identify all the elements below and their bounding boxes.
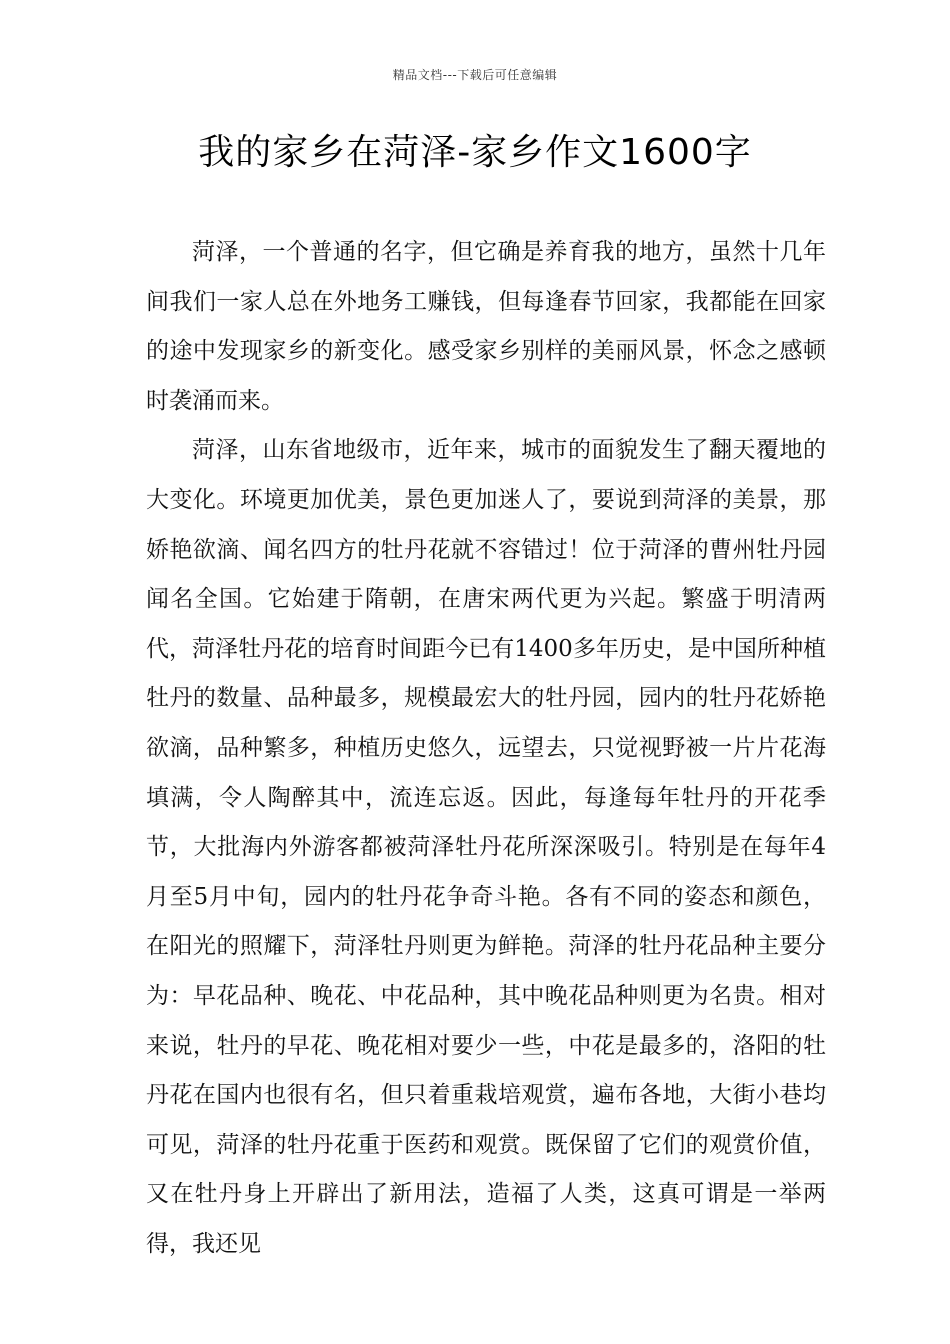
document-body [146, 228, 826, 1269]
document-title: 我的家乡在菏泽-家乡作文1600字 [198, 132, 752, 173]
paragraph-1: 菏泽，一个普通的名字，但它确是养育我的地方，虽然十几年间我们一家人总在外地务工赚钱，但每逢春节回家，我都能在回家的途中发现家乡的新变化。感受家乡别样的美丽风景，怀念之感顿时袭涌而来。 [146, 239, 826, 414]
header-note: 精品文档---下载后可任意编辑 [392, 68, 558, 82]
paragraph-2: 菏泽，山东省地级市，近年来，城市的面貌发生了翻天覆地的大变化。环境更加优美，景色更加迷人了，要说到菏泽的美景，那娇艳欲滴、闻名四方的牡丹花就不容错过！位于菏泽的曹州牡丹园闻名全国。它始建于隋朝，在唐宋两代更为兴起。繁盛于明清两代，菏泽牡丹花的培育时间距今已有1400多年历史，是中国所种植牡丹的数量、品种最多，规模最宏大的牡丹园，园内的牡丹花娇艳欲滴，品种繁多，种植历史悠久，远望去，只觉视野被一片片花海填满，令人陶醉其中，流连忘返。因此，每逢每年牡丹的开花季节，大批海内外游客都被菏泽牡丹花所深深吸引。特别是在每年4月至5月中旬，园内的牡丹花争奇斗艳。各有不同的姿态和颜色，在阳光的照耀下，菏泽牡丹则更为鲜艳。菏泽的牡丹花品种主要分为：早花品种、晚花、中花品种，其中晚花品种则更为名贵。相对来说，牡丹的早花、晚花相对要少一些，中花是最多的，洛阳的牡丹花在国内也很有名，但只着重栽培观赏，遍布各地，大街小巷均可见，菏泽的牡丹花重于医药和观赏。既保留了它们的观赏价值，又在牡丹身上开辟出了新用法，造福了人类，这真可谓是一举两得，我还见 [146, 437, 826, 1257]
